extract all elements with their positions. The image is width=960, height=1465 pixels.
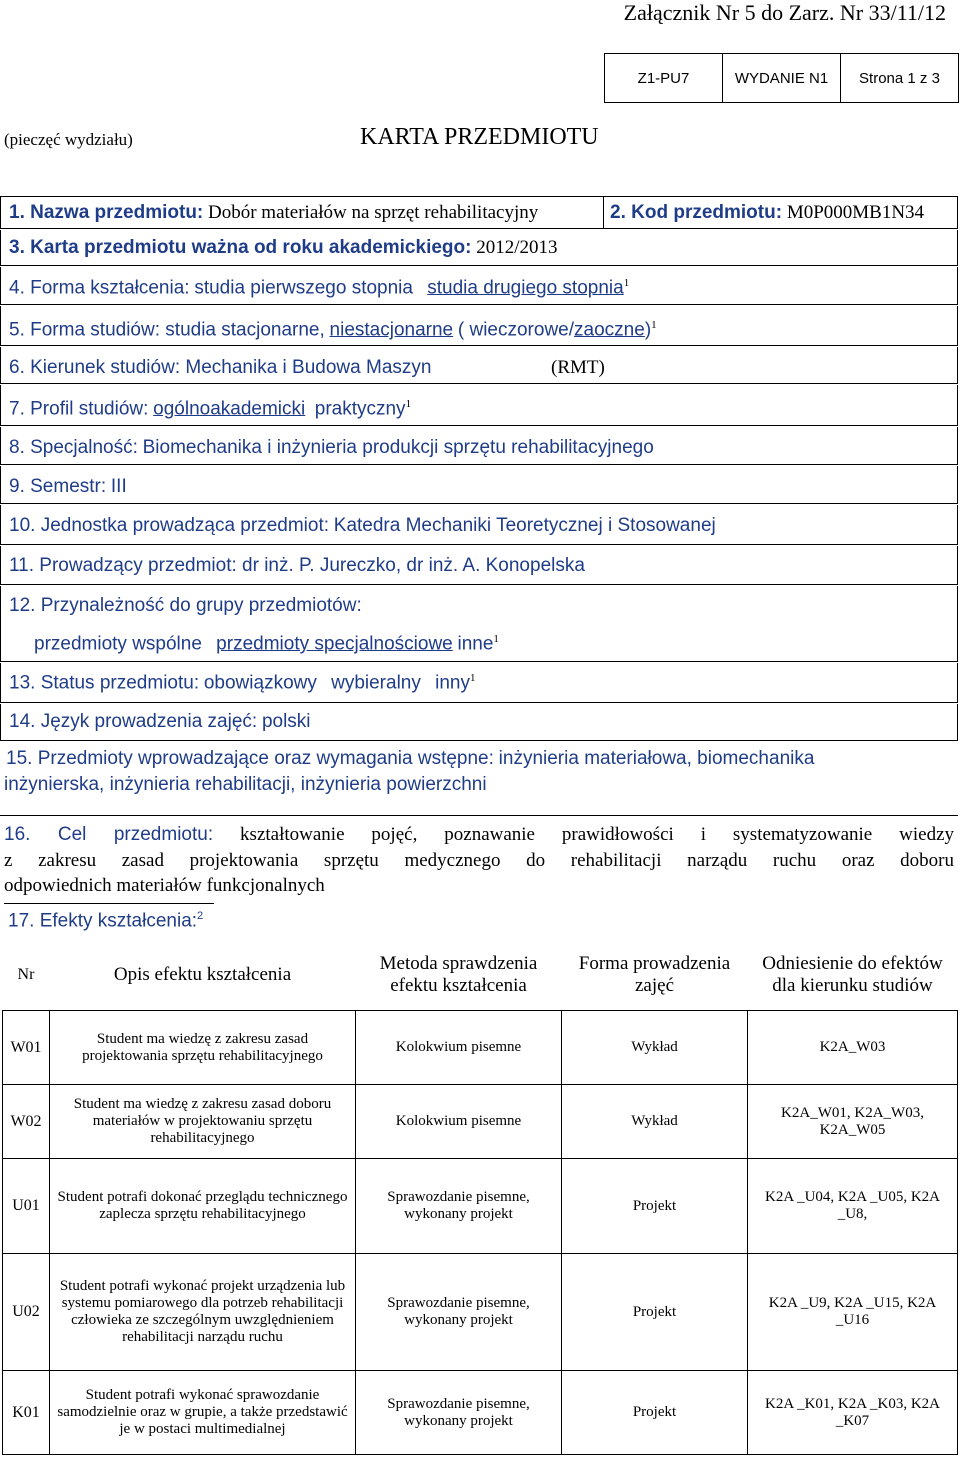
document-code: Z1-PU7 [605,54,723,102]
field-row-10 [0,505,958,545]
profile-opt-practical: praktyczny [314,398,406,420]
course-name-value: Dobór materiałów na sprzęt rehabilitacyjny [208,202,539,223]
field-row-1 [0,196,958,229]
specialty-label: 8. Specjalność: [9,437,138,458]
table-row [3,1159,958,1254]
language-label: 14. Język prowadzenia zajęć: [9,711,258,732]
prerequisites-value-2: inżynierska, inżynieria rehabilitacji, inżynieria powierzchni [4,774,487,795]
edition-label: WYDANIE N1 [723,54,841,102]
table-row [3,1011,958,1085]
prerequisites-line1 [6,748,814,770]
field-row-13 [0,663,958,703]
prerequisites-label: 15. Przedmioty wprowadzające oraz wymagania wstępne: [6,748,494,769]
outcome-description: Student ma wiedzę z zakresu zasad doboru materiałów w projektowaniu sprzętu rehabilitacyjnego [50,1085,356,1159]
outcome-reference: K2A _K01, K2A _K03, K2A _K07 [748,1371,958,1455]
education-form-label: 4. Forma kształcenia: [9,277,190,299]
outcome-form: Projekt [562,1371,748,1455]
outcome-nr: W02 [3,1085,50,1159]
table-row [3,1371,958,1455]
footnote-ref: 2 [197,910,204,922]
education-form-opt-second: studia drugiego stopnia [427,277,624,299]
specialty-value: Biomechanika i inżynieria produkcji sprzętu rehabilitacyjnego [142,437,654,458]
footnote-ref: 1 [623,277,630,289]
study-form-opt-fulltime: : studia stacjonarne, [154,319,325,341]
outcome-reference: K2A _U04, K2A _U05, K2A _U8, [748,1159,958,1254]
semester-label: 9. Semestr: [9,476,107,497]
study-form-opt-extramural: zaoczne [574,319,645,341]
field-row-4 [0,267,958,305]
study-form-close: ) [644,319,652,341]
outcome-nr: U01 [3,1159,50,1254]
footnote-ref: 1 [493,633,499,645]
field-of-study-label: 6. Kierunek studiów [9,357,175,378]
header-description: Opis efektu kształcenia [113,964,292,985]
valid-year-label: 3. Karta przedmiotu ważna od roku akademickiego: [9,237,472,258]
field-of-study-abbr: (RMT) [551,357,605,378]
field-row-6 [0,347,958,384]
outcome-method: Sprawozdanie pisemne, wykonany projekt [356,1254,562,1371]
field-row-5 [0,306,958,346]
header-reference: Odniesienie do efektów dla kierunku studiów [762,953,943,996]
field-row-12 [0,586,958,662]
outcome-form: Wykład [562,1085,748,1159]
field-row-3 [0,230,958,266]
outcome-form: Projekt [562,1159,748,1254]
outcome-nr: U02 [3,1254,50,1371]
lecturer-label: 11. Prowadzący przedmiot [9,555,232,576]
valid-year-value: 2012/2013 [476,237,558,258]
outcome-method: Kolokwium pisemne [356,1011,562,1085]
course-name-label: 1. Nazwa przedmiotu: [9,202,204,223]
table-row [3,1085,958,1159]
objective-label: 16. Cel przedmiotu: [4,824,214,845]
outcome-description: Student ma wiedzę z zakresu zasad projektowania sprzętu rehabilitacyjnego [50,1011,356,1085]
objective-text-2: z zakresu zasad projektowania sprzętu medycznego do rehabilitacji narządu ruchu oraz doboru [4,850,954,871]
profile-label: 7. Profil studiów: [9,398,149,420]
page-indicator: Strona 1 z 3 [859,69,940,87]
status-label: 13. Status przedmiotu: [9,672,200,694]
outcome-description: Student potrafi wykonać projekt urządzenia lub systemu pomiarowego dla potrzeb rehabilitacji człowieka ze szczególnym uwzględnieniem rehabilitacji narządu ruchu [50,1254,356,1371]
attachment-note: Załącznik Nr 5 do Zarz. Nr 33/11/12 [623,0,946,25]
outcome-nr: K01 [3,1371,50,1455]
unit-label: 10. Jednostka prowadząca przedmiot: [9,515,330,536]
objective-text-3: odpowiednich materiałów funkcjonalnych [4,875,325,896]
faculty-seal-placeholder: (pieczęć wydziału) [4,130,133,149]
table-header-row [3,940,958,1011]
outcome-reference: K2A _U9, K2A _U15, K2A _U16 [748,1254,958,1371]
learning-outcomes-table [2,940,958,1455]
study-form-label: 5. Forma studiów [9,319,155,341]
unit-value: Katedra Mechaniki Teoretycznej i Stosowanej [333,515,716,536]
divider [0,815,958,816]
status-opt-elective: wybieralny [331,672,421,694]
header-nr: Nr [17,966,35,983]
document-id-box [604,53,959,103]
study-form-opt-evening: ( wieczorowe/ [457,319,575,341]
outcome-description: Student potrafi dokonać przeglądu technicznego zaplecza sprzętu rehabilitacyjnego [50,1159,356,1254]
field-row-8 [0,427,958,465]
outcome-method: Sprawozdanie pisemne, wykonany projekt [356,1371,562,1455]
outcome-form: Projekt [562,1254,748,1371]
language-value: polski [261,711,311,732]
learning-outcomes-heading [8,910,203,932]
group-opt-common: przedmioty wspólne [34,633,202,655]
outcome-form: Wykład [562,1011,748,1085]
outcome-reference: K2A_W03 [748,1011,958,1085]
field-row-7 [0,385,958,426]
course-code-value: M0P000MB1N34 [786,202,925,223]
footnote-ref: 1 [469,672,476,684]
status-opt-other: inny [435,672,470,694]
study-form-opt-parttime: niestacjonarne [329,319,454,341]
outcome-nr: W01 [3,1011,50,1085]
group-opt-other: inne [457,633,494,655]
semester-value: III [110,476,127,497]
objective-text-1: kształtowanie pojęć, poznawanie prawidłowości i systematyzowanie wiedzy [240,824,955,845]
field-row-11 [0,546,958,585]
divider [4,903,214,904]
group-opt-specialty: przedmioty specjalnościowe [216,633,453,655]
page-title: KARTA PRZEDMIOTU [360,124,599,150]
footnote-ref: 1 [651,319,657,331]
outcome-method: Sprawozdanie pisemne, wykonany projekt [356,1159,562,1254]
header-method: Metoda sprawdzenia efektu kształcenia [379,953,538,996]
outcome-description: Student potrafi wykonać sprawozdanie samodzielnie oraz w grupie, a także przedstawić je w postaci multimedialnej [50,1371,356,1455]
group-label: 12. Przynależność do grupy przedmiotów: [9,595,362,616]
education-form-opt-first: studia pierwszego stopnia [194,277,413,299]
field-row-9 [0,466,958,504]
header-form: Forma prowadzenia zajęć [578,953,731,996]
field-row-14 [0,704,958,741]
outcome-method: Kolokwium pisemne [356,1085,562,1159]
prerequisites-value-1: inżynieria materiałowa, biomechanika [498,748,815,769]
lecturer-value: : dr inż. P. Jureczko, dr inż. A. Konopelska [231,555,585,576]
outcome-reference: K2A_W01, K2A_W03, K2A_W05 [748,1085,958,1159]
footnote-ref: 1 [405,398,412,410]
table-row [3,1254,958,1371]
objective-line1 [4,824,954,846]
profile-opt-academic: ogólnoakademicki [153,398,306,420]
field-of-study-value: : Mechanika i Budowa Maszyn [174,357,432,378]
status-opt-mandatory: obowiązkowy [203,672,317,694]
course-code-label: 2. Kod przedmiotu: [610,202,783,223]
learning-outcomes-label: 17. Efekty kształcenia: [8,910,198,932]
